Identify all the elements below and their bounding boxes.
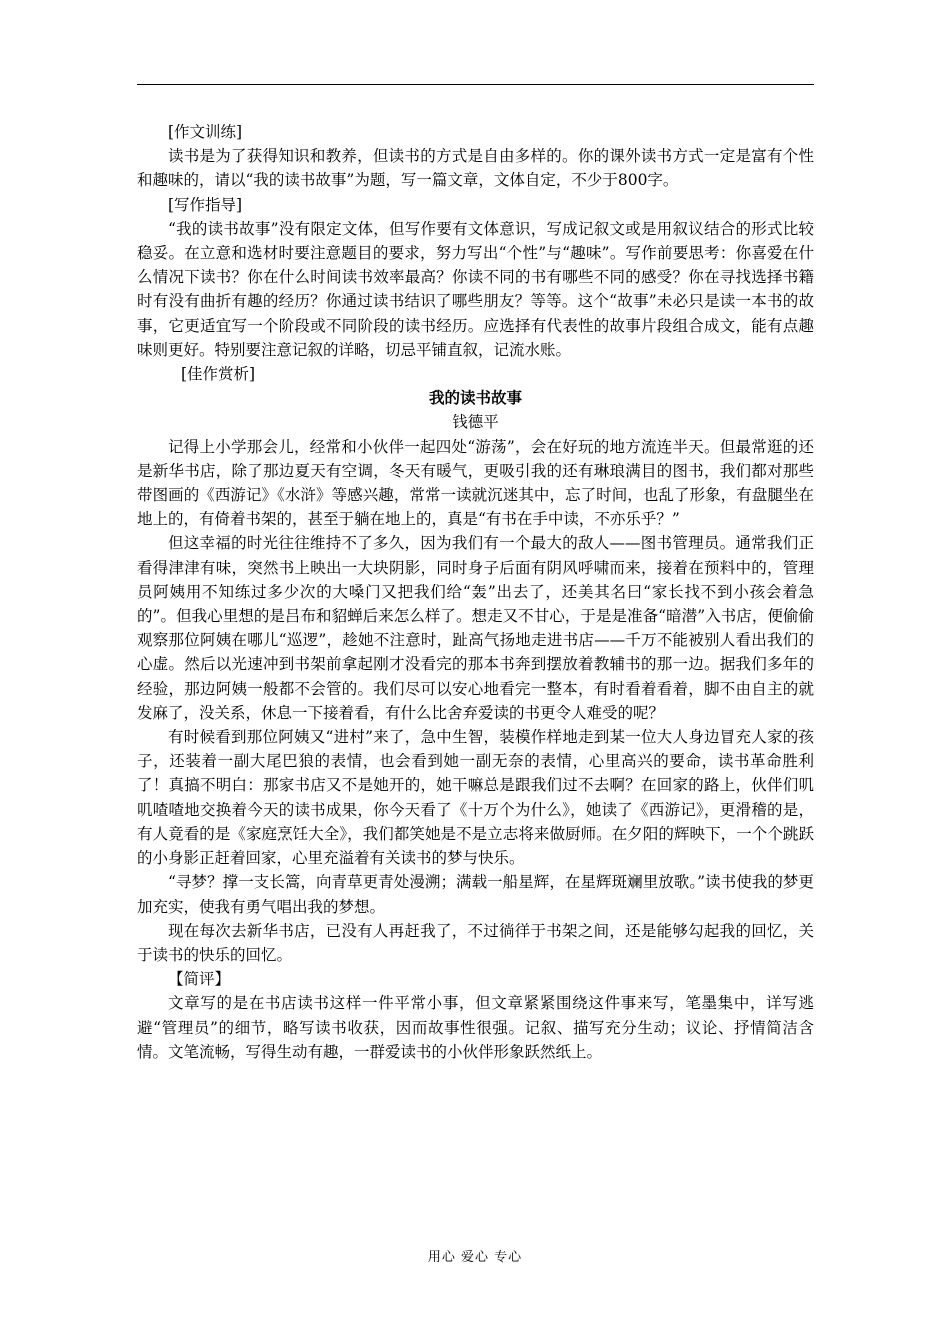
essay-paragraph: 记得上小学那会儿，经常和小伙伴一起四处“游荡”，会在好玩的地方流连半天。但最常逛的还是新华书店，除了那边夏天有空调，冬天有暖气，更吸引我的还有琳琅满目的图书，我们都对那些带图画的《西游记》《水浒》等感兴趣，常常一读就沉迷其中，忘了时间，也乱了形象，有盘腿坐在地上的，有倚着书架的，甚至于躺在地上的，真是“有书在手中读，不亦乐乎？” — [137, 437, 814, 529]
essay-paragraph: “寻梦？撑一支长篙，向青草更青处漫溯；满载一船星辉，在星辉斑斓里放歌。”读书使我的梦更加充实，使我有勇气唱出我的梦想。 — [137, 873, 814, 916]
comment-label: 【简评】 — [168, 970, 231, 989]
guide-text: “我的读书故事”没有限定文体，但写作要有文体意识，写成记叙文或是用叙议结合的形式比较稳妥。在立意和选材时要注意题目的要求，努力写出“个性”与“趣味”。写作前要思考：你喜爱在什么情况下读书？你在什么时间读书效率最高？你读不同的书有哪些不同的感受？你在寻找选择书籍时有没有曲折有趣的经历？你通过读书结识了哪些朋友？等等。这个“故事”未必只是读一本书的故事，它更适宜写一个阶段或不同阶段的读书经历。应选择有代表性的故事片段组合成文，能有点趣味则更好。特别要注意记叙的详略，切忌平铺直叙，记流水账。 — [137, 219, 814, 359]
essay-title: 我的读书故事 — [428, 388, 522, 408]
essay-paragraph: 现在每次去新华书店，已没有人再赶我了，不过徜徉于书架之间，还是能够勾起我的回忆，关于读书的快乐的回忆。 — [137, 921, 814, 964]
header-rule — [137, 84, 814, 85]
essay-author: 钱德平 — [452, 413, 499, 432]
appreciation-label: [佳作赏析] — [181, 365, 256, 384]
training-label: [作文训练] — [168, 123, 243, 141]
guide-label: [写作指导] — [168, 195, 243, 214]
comment-text: 文章写的是在书店读书这样一件平常小事，但文章紧紧围绕这件事来写，笔墨集中，详写逃避“管理员”的细节，略写读书收获，因而故事性很强。记叙、描写充分生动；议论、抒情简洁含情。文笔流畅，写得生动有趣，一群爱读书的小伙伴形象跃然纸上。 — [137, 994, 814, 1061]
page-footer: 用心 爱心 专心 — [427, 1250, 523, 1265]
essay-paragraph: 但这幸福的时光往往维持不了多久，因为我们有一个最大的敌人——图书管理员。通常我们正看得津津有味，突然书上映出一大块阴影，同时身子后面有阴风呼啸而来，接着在预料中的，管理员阿姨用不知练过多少次的大嗓门又把我们给“轰”出去了，还美其名曰“家长找不到小孩会着急的”。但我心里想的是吕布和貂蝉后来怎么样了。想走又不甘心，于是是准备“暗潜”入书店，便偷偷观察那位阿姨在哪儿“巡逻”，趁她不注意时，趾高气扬地走进书店——千万不能被别人看出我们的心虚。然后以光速冲到书架前拿起刚才没看完的那本书奔到摆放着教辅书的那一边。据我们多年的经验，那边阿姨一般都不会管的。我们尽可以安心地看完一整本，有时看着看着，脚不由自主的就发麻了，没关系，休息一下接着看，有什么比舍弃爱读的书更令人难受的呢？ — [137, 534, 814, 722]
document-body — [137, 120, 814, 1064]
training-text: 读书是为了获得知识和教养，但读书的方式是自由多样的。你的课外读书方式一定是富有个性和趣味的，请以“我的读书故事”为题，写一篇文章，文体自定，不少于800字。 — [137, 147, 814, 190]
essay-paragraph: 有时候看到那位阿姨又“进村”来了，急中生智，装模作样地走到某一位大人身边冒充人家的孩子，还装着一副大尾巴狼的表情，也会看到她一副无奈的表情，心里高兴的要命，读书革命胜利了！真搞不明白：那家书店又不是她开的，她干嘛总是跟我们过不去啊？在回家的路上，伙伴们叽叽喳喳地交换着今天的读书成果，你今天看了《十万个为什么》，她读了《西游记》，更滑稽的是，有人竟看的是《家庭烹饪大全》，我们都笑她是不是立志将来做厨师。在夕阳的辉映下，一个个跳跃的小身影正赶着回家，心里充溢着有关读书的梦与快乐。 — [137, 728, 814, 868]
